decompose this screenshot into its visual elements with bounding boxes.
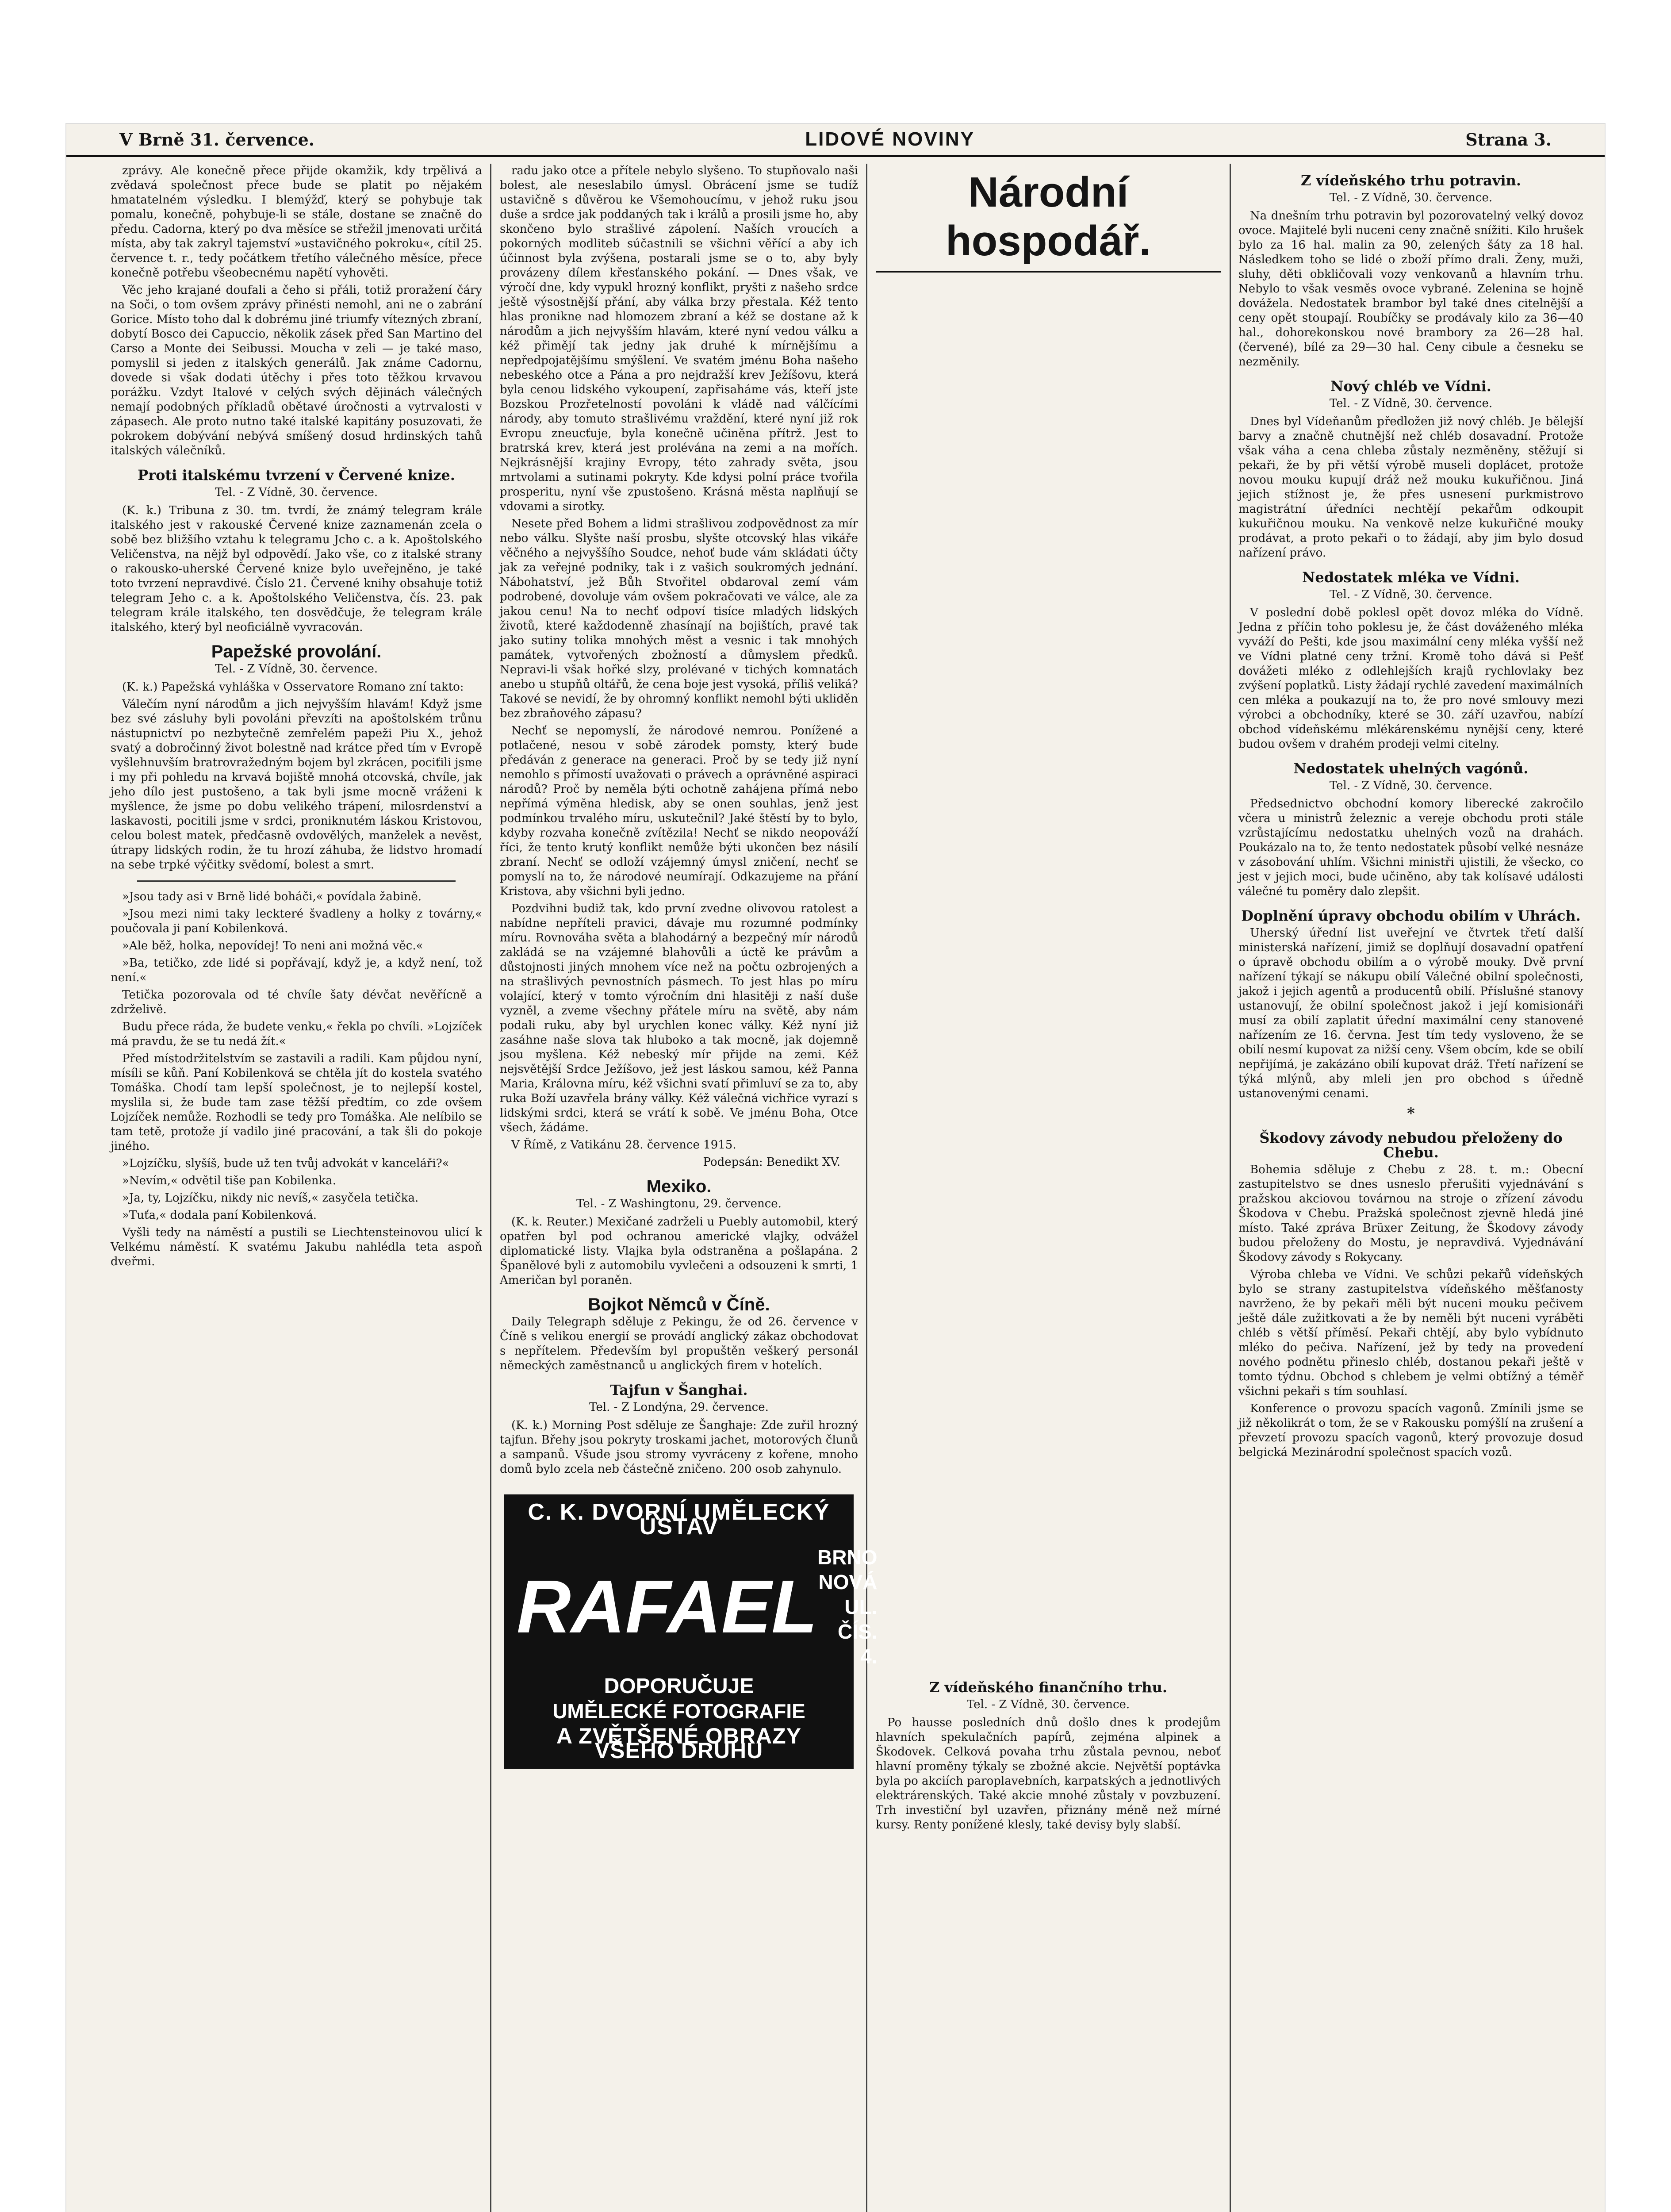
article-paragraph: Nechť se nepomyslí, že národové nemrou. Ponížené a potlačené, nesou v sobě zárodek pomsty, který bude předáván z generace na generaci. Proč by se tedy již nyní nemohlo s přímostí uvažovati o právech a oprávněné aspiraci národů? Proč by neměla býti ochotně zahájena přímá nebo nepřímá výměna hledisk, aby se onen souhlas, jenž jest podmínkou trvalého míru, uskutečnil? Jaké štěstí by to bylo, kdyby rozvaha konečně zvítězila! Nechť se nikdo neopováží říci, že tento krutý konflikt nemůže býti ukončen bez násilí zbraní. Nechť se odloží vzájemný úmysl zničení, nechť se pomyslí na to, že národové neumírají. Odkazujeme na přání Kristova, aby všichni byli jedno. (500, 724, 858, 898)
feuilleton-paragraph: »Ja, ty, Lojzíčku, nikdy nic nevíš,« zasyčela tetička. (122, 1191, 419, 1205)
article-paragraph: Výroba chleba ve Vídni. Ve schůzi pekařů vídeňských bylo se strany zastupitelstva vídeňského měšťanosty navrženo, že by pekaři měli být nuceni mouku pečivem ještě dále zužitkovati a že by neměli být nuceni vyráběti chléb s větší příměsí. Pekaři chtějí, aby bylo vybídnuto mléko do pečiva. Nařízení, jež by tedy na provedení nového podnětu přineslo chléb, dostanou pekaři ještě v tomto týdnu. Obchod s chlebem je velmi obtížný a téměř všichni pekaři s tím souhlasí. (1238, 1268, 1583, 1398)
article-paragraph: Po hausse posledních dnů došlo dnes k prodejům hlavních spekulačních papírů, zejména alpinek a Škodovek. Celková povaha trhu zůstala pevnou, neboť hlavní proměny týkaly se zbožné akcie. Největší poptávka byla po akciích paroplavebních, karpatských a jednotlivých elektrárenských. Také akcie mnohé zůstaly v povzbuzení. Trh investiční byl uzavřen, přiznány méně než mírné kursy. Renty ponížené klesly, také devisy byly slabší. (876, 1716, 1221, 1832)
article-paragraph: Uherský úřední list uveřejní ve čtvrtek třetí další ministerská nařízení, jimiž se doplňují dosavadní opatření o úpravě obchodu obilím a o výrobě mouky. Dvě první nařízení týkají se nákupu obilí Válečné obilní společnosti, jakož i jejich agentů a producentů obilí. Příslušné stanovy ustanovují, že obilní společnost jakož i její komisionáři musí za obilí zaplatit úřední maximální ceny stanovené nařízením ze 16. června. Jest tím tedy vysloveno, že se obilí nesmí kupovat za nižší ceny. Všem obcím, kde se obilí nepřijímá, je zakázáno obilí kupovat dráž. Třetí nařízení se týká mlýnů, aby mleli jen pro obchod s úředně ustanovenými cenami. (1238, 926, 1583, 1100)
feuilleton-paragraph: Budu přece ráda, že budete venku,« řekla po chvíli. »Lojzíček má pravdu, že se tu nedá žít.« (111, 1020, 482, 1048)
article-paragraph: zprávy. Ale konečně přece přijde okamžik, kdy trpělivá a zvědavá společnost přece bude se platit po nějakém hmatatelném výsledku. I blemýžď, který se pohybuje tak pomalu, konečně, pohybuje-li se stále, dostane se značně do předu. Cadorna, který po dva měsíce se střežil jmenovati určitá místa, aby tak zakryl tajemství »ustavičného pokroku«, cítil 25. července t. r., tedy počátkem třetího válečného měsíce, přece konečně potřebu všeobecnému napětí vyhověti. (111, 164, 482, 280)
article-heading: Z vídeňského trhu potravin. (1300, 172, 1522, 189)
dateline: Tel. - Z Vídně, 30. července. (966, 1698, 1130, 1711)
column-3 (876, 164, 1221, 2212)
article-paragraph: Dnes byl Vídeňanům předložen již nový chléb. Je bělejší barvy a značně chutnější než chléb dosavadní. Protože však váha a cena chleba zůstaly nezměněny, stěžují si pekaři, že by při větší výrobě museli doplácet, protože novou mouku kupují dráž než mouku kukuřičnou. Jiná jejich stížnost je, že přes usnesení purkmistrovo magistrátní úředníci nechtějí pekařům odkoupit kukuřičnou mouku. Na venkově nelze kukuřičné mouky prodávat, a proto pekaři o to žádají, aby jim bylo dosud nařízení právo. (1238, 415, 1583, 560)
feuilleton-paragraph: »Ale běž, holka, nepovídej! To neni ani možná věc.« (122, 939, 423, 952)
blank-area (876, 281, 1221, 1671)
article-paragraph: V poslední době poklesl opět dovoz mléka do Vídně. Jedna z příčin toho poklesu je, že část dováženého mléka vyváží do Pešti, kde jsou maximální ceny mléka vyšší než ve Vídni platné ceny tržní. Kromě toho dává si Pešť dovážeti mléko z odlehlejších krajů rychlovlaky bez zvýšení poplatků. Listy žádají rychlé zavedení maximálních cen mléka a poukazují na to, že pro nové smlouvy mezi výrobci a obchodníky, které se 30. září uzavřou, nabízí obchod vídeňskému mlékárenskému nynější ceny, které budou ovšem v drahém prodeji velmi citelny. (1238, 606, 1583, 751)
feuilleton-paragraph: Vyšli tedy na náměstí a pustili se Liechtensteinovou ulicí k Velkému náměstí. K svatému Jakubu nahlédla teta aspoň dveřmi. (111, 1226, 482, 1268)
ad-middle (517, 1545, 878, 1669)
article-paragraph: Konference o provozu spacích vagonů. Zmínili jsme se již několikrát o tom, že se v Rakousku pomýšlí na zrušení a převzetí provozu spacích vagonů, který provozuje dosud belgická Mezinárodní společnost spacích vozů. (1238, 1402, 1583, 1459)
ad-line: UMĚLECKÉ FOTOGRAFIE (552, 1699, 805, 1723)
article-heading: Nový chléb ve Vídni. (1330, 378, 1491, 395)
ad-line: DOPORUČUJE (604, 1674, 754, 1698)
section-divider (137, 880, 456, 882)
article-paragraph: (K. k.) Tribuna z 30. tm. tvrdí, že známý telegram krále italského jest v rakouské Červené knize zaznamenán zcela o sobě bez bližšího vztahu k telegramu Jcho c. a k. Apoštolského Veličenstva, na nějž byl odpovědí. Jako vše, co z italské strany o rakousko-uherské Červené knize bylo uveřejněno, je také toto tvrzení nepravdivé. Číslo 21. Červené knihy obsahuje totiž telegram Jeho c. a k. Apoštolského Veličenstva, čís. 23. pak telegram krále italského, ten dosvědčuje, že telegram krále italského, který byl neoficiálně vyvracován. (111, 504, 482, 634)
article-heading: Mexiko. (646, 1177, 712, 1196)
section-title: Národní hospodář. (876, 168, 1221, 273)
issue-date: V Brně 31. července. (119, 129, 314, 150)
article-paragraph: Nesete před Bohem a lidmi strašlivou zodpovědnost za mír nebo válku. Slyšte naší prosbu, slyšte otcovský hlas vikáře věčného a nejvyššího Soudce, nehoť bude vám skládati účty jak za veřejné podniky, tak i z vašich soukromých jednání. Nábohatství, jež Bůh Stvořitel obdaroval zemí vám podrobené, dovoluje vám ovšem pokračovati ve válce, ale za jakou cenu! Na to nechť odpoví tisíce mladých lidských životů, které každodenně zhasínají na bojištích, pravé tak jako sutiny tolika mnohých měst a vesnic i tak mnohých památek, vytvořených zbožností a důmyslem předků. Nepravi-li však hořké slzy, prolévané v tichých komnatách anebo u stupňů oltářů, že cena boje jest vysoká, příliš veliká? Takové se nevidí, že by ohromný konflikt nemohl býti ukliděn bez zbraňového zápasu? (500, 517, 858, 720)
article-paragraph: (K. k.) Papežská vyhláška v Osservatore Romano zní takto: (122, 680, 464, 694)
column-4 (1238, 164, 1583, 2212)
column-rule (1230, 164, 1231, 2212)
column-rule (866, 164, 867, 2212)
feuilleton-paragraph: »Jsou mezi nimi taky leckteré švadleny a holky z továrny,« poučovala ji paní Kobilenková. (111, 907, 482, 935)
dateline: Tel. - Z Vídně, 30. července. (215, 486, 378, 499)
dateline: Tel. - Z Vídně, 30. července. (1329, 588, 1493, 601)
article-paragraph: radu jako otce a přítele nebylo slyšeno. To stupňovalo naši bolest, ale neseslabilo úmysl. Obrácení jsme se tudíž ustavičně s důvěrou ke Všemohoucímu, v jehož ruku jsou duše a srdce jak poddaných tak i králů a prosili jsme ho, aby skončeno bylo strašlivé zápolení. Naších vroucích a pokorných modliteb súčastnili se všichni věřící a aby ich účinnost byla zvýšena, postarali jsme se o to, aby byly provázeny dílem křesťanského pokání. — Dnes však, ve výročí dne, kdy vypukl hrozný konflikt, pryšti z našeho srdce ještě výsostnější přání, aby válka brzy přestala. Kéž tento hlas pronikne nad hlomozem zbraní a kéž se dostane až k národům a jich nejvyšším hlavám, které nyní vedou válku a kéž přimějí tak jedny jak druhé k mírnějšímu a nepředpojatějšímu smýšlení. Ve svatém jménu Boha našeho nebeského otce a Pána a pro nejdražší krev Ježíšovu, která byla cenou lidského vykoupení, zapřisaháme vás, kteří jste Bozskou Prozřetelností povoláni k vládě nad válčícími národy, aby tomuto strašlivému vraždění, které nyní již rok Evropu zneucťuje, byla konečně učiněna přítrž. Jest to bratrská krev, která jest prolévána na zemi a na mořích. Nejkrásnější krajiny Evropy, této zahrady světa, jsou mrtvolami a sutinami pokryty. Kde kdysi polní práce tvořila prosperitu, nyní vše zpustošeno. Krásná města naplňují se vdovami a sirotky. (500, 164, 858, 513)
article-heading: Nedostatek mléka ve Vídni. (1302, 569, 1520, 586)
photo-studio-advertisement (504, 1494, 878, 1769)
newspaper-title: LIDOVÉ NOVINY (805, 128, 975, 150)
feuilleton-paragraph: »Jsou tady asi v Brně lidé boháči,« povídala žabině. (122, 890, 422, 903)
article-paragraph: Věc jeho krajané doufali a čeho si přáli, totiž proražení čáry na Soči, o tom ovšem zprávy přinésti nemohl, ani ne o zabrání Gorice. Místo toho dal k dobrému jiné triumfy vítezných zbraní, dobytí Bosco dei Capuccio, několik zásek před San Martino del Carso a Monte dei Seibussi. Moucha v zeli — je také maso, pomyslil si jeden z italských generálů. Jak známe Cadornu, dovede si však dodati útěchy i přes toto těžkou krvavou porážku. Vzdyt Italové v celých svých dějinách válečných nemají podobných příkladů obětavé úročnosti a vytrvalosti v zápasech. Ale proto nutno také italské kapitány posuzovati, že pokrokem dobývání nebývá smíšený dosud hrdinských tahů italských válečníků. (111, 284, 482, 457)
article-paragraph: Daily Telegraph sděluje z Pekingu, že od 26. července v Číně s velikou energií se provádí anglický zákaz obchodovat s nepřítelem. Především byl propuštěn veškerý personál německých zaměstnanců u anglických firem v hotelích. (500, 1315, 858, 1372)
ad-brand-name: RAFAEL (517, 1564, 817, 1649)
dateline: Tel. - Z Washingtonu, 29. července. (576, 1197, 782, 1210)
separator-star: * (1407, 1105, 1415, 1122)
article-heading: Proti italskému tvrzení v Červené knize. (138, 467, 455, 484)
page-number: Strana 3. (1465, 129, 1552, 150)
article-heading: Nedostatek uhelných vagónů. (1293, 760, 1529, 777)
feuilleton-paragraph: »Tuťa,« dodala paní Kobilenková. (122, 1209, 317, 1222)
article-paragraph: Válečím nyní národům a jich nejvyšším hlavám! Když jsme bez své zásluhy byli povoláni převzíti na apoštolském trůnu nástupnictví po nezbytečně zemřelém papeži Piu X., jehož svatý a dobročinný život bolestně nad krátce před tím v Evropě vyšlehnuvším bratrovražedným bojem byl zkrácen, pociťili jsme i my při pohledu na krvavá bojiště mnohá otcovská, chvíle, jak jeho dílo jest pustošeno, a tak byli jsme mocně vráženi k myšlence, že jsme po dobu velikého trápení, milosrdenství a laskavosti, pocitili jsme v srdci, proniknutém láskou Kristovou, celou bolest matek, předčasně ovdovělých, manželek a nevěst, útrapy lidských rodin, že tu hrozí záhuba, že lidstvo hromadí na sebe trpké výčitky svědomí, bolest a smrt. (111, 698, 482, 872)
newspaper-page (66, 124, 1605, 2212)
dateline: Tel. - Z Vídně, 30. července. (215, 662, 378, 676)
feuilleton-paragraph: »Ba, tetičko, zde lidé si popřávají, když je, a když není, tož není.« (111, 956, 482, 984)
dateline: Tel. - Z Londýna, 29. července. (589, 1401, 769, 1414)
article-paragraph: Na dnešním trhu potravin byl pozorovatelný velký dovoz ovoce. Majitelé byli nuceni ceny značně snížiti. Kilo hrušek bylo za 16 hal. malin za 90, zelených šáty za 18 hal. Následkem toho se lidé o zboží přímo drali. Ženy, muži, sluhy, děti obkličovali vozy venkovanů a hlavním trhu. Nebylo to však vesměs ovoce vybrané. Zelenina se hojně dovážela. Nedostatek brambor byl také dnes citelnější a ceny opět stoupají. Roubíčky se prodávaly kilo za 36—40 hal., dohorekonskou nové brambory za 26—28 hal. (červené), bílé za 29—30 hal. Ceny cibule a česneku se nezměnily. (1238, 209, 1583, 369)
dateline: Tel. - Z Vídně, 30. července. (1329, 779, 1493, 792)
feuilleton-paragraph: »Nevím,« odvětil tiše pan Kobilenka. (122, 1174, 337, 1187)
masthead (66, 124, 1605, 157)
column-1 (111, 164, 482, 2212)
article-heading: Doplnění úpravy obchodu obilím v Uhrách. (1241, 907, 1581, 924)
column-rule (490, 164, 491, 2212)
article-heading: Škodovy závody nebudou přeloženy do Chebu. (1259, 1129, 1563, 1161)
article-paragraph: Předsednictvo obchodní komory liberecké zakročilo včera u ministrů železnic a vereje obchodu proti stále vzrůstajícímu nedostatku uhelných vozů na drahách. Poukázalo na to, že tento nedostatek působí velké nesnáze v zásobování uhlím. Všichni ministři ujistili, že všecko, co jest v jejich moci, bude učiněno, aby tak kolísavé události válečné tu poměry dalo zlepšit. (1238, 797, 1583, 898)
article-heading: Bojkot Němců v Číně. (588, 1295, 770, 1314)
column-2 (500, 164, 878, 2212)
article-paragraph: Pozdvihni budiž tak, kdo první zvedne olivovou ratolest a nabídne nepříteli pravici, dávaje mu rozumné podmínky míru. Rovnováha světa a blahodárný a bezpečný mír národů zakládá se na vzájemné blahovůli a úctě ke právům a důstojnosti jiných mnohem více než na počtu ozbrojených a na strašlivých pevnostních pásmech. To jest hlas po míru volající, který v tomto výročním dni hlasitěji z naší duše vyzněl, a zveme všechny přátele míru na světě, aby nám podali ruku, aby byl urychlen konec války. Kéž nyní již zasáhne naše slova tak hluboko a tak mocně, jak dojemně jsou myšlena. Kéž nebeský mír přijde na zemi. Kéž nejsvětější Srdce Ježíšovo, jež jest láskou samou, kéž Panna Maria, Královna míru, kéž všichni svatí přimluví se za to, aby ruka Boží uzavřela brány války. Kéž válečná vichřice vyrazí s lidskými srdci, která se vrátí k sobě. Ve jménu Boha, Otce všech, žádáme. (500, 902, 858, 1134)
feuilleton-paragraph: Před místodržitelstvím se zastavili a radili. Kam půjdou nyní, mísíli se kůň. Paní Kobilenková se chtěla jít do kostela svatého Tomáška. Chodí tam lepší společnost, je to nejlepší kostel, myslila si, že bude tam zase těžší předtím, co zde ovšem Lojzíček nemůže. Rozhodli se tedy pro Tomáška. Ale nelíbilo se tam tetě, protože jí vadilo jiné pracování, a tak šli do pokoje jiného. (111, 1052, 482, 1153)
article-heading: Tajfun v Šanghai. (610, 1382, 748, 1398)
dateline: Tel. - Z Vídně, 30. července. (1329, 397, 1493, 410)
feuilleton-paragraph: Tetička pozorovala od té chvíle šaty dévčat nevěřícně a zdrželivě. (111, 988, 482, 1016)
dateline: Tel. - Z Vídně, 30. července. (1329, 191, 1493, 204)
article-paragraph: V Římě, z Vatikánu 28. července 1915. (511, 1138, 736, 1152)
article-heading: Papežské provolání. (211, 642, 382, 661)
ad-line: C. K. DVORNÍ UMĚLECKÝ ÚSTAV (528, 1499, 830, 1540)
ad-address: BRNO NOVÁ UL. ČÍS. 4. (817, 1545, 878, 1668)
signature-line: Podepsán: Benedikt XV. (703, 1156, 840, 1169)
feuilleton-paragraph: »Lojzíčku, slyšíš, bude už ten tvůj advokát v kanceláři?« (122, 1157, 449, 1170)
article-paragraph: Bohemia sděluje z Chebu z 28. t. m.: Obecní zastupitelstvo se dnes usneslo přerušiti vyjednávání s pražskou akciovou továrnou na stroje o zřízení závodu Škodova v Chebu. Pražská společnost zjevně hledá jiné místo. Také zpráva Brüxer Zeitung, že Škodovy závody budou přeloženy do Mostu, je nepravdivá. Vyjednávání Škodovy závody s Rokycany. (1238, 1163, 1583, 1264)
ad-line: A ZVĚTŠENÉ OBRAZY VŠEHO DRUHU (556, 1724, 802, 1763)
article-paragraph: (K. k. Reuter.) Mexičané zadrželi u Puebly automobil, který opatřen byl pod ochranou americké vlajky, odvážel diplomatické listy. Vlajka byla odstraněna a pošlapána. 2 Španělové byli z automobilu vyvlečeni a odsouzeni k smrti, 1 Američan byl poraněn. (500, 1215, 858, 1287)
article-heading: Z vídeňského finančního trhu. (929, 1679, 1168, 1696)
article-paragraph: (K. k.) Morning Post sděluje ze Šanghaje: Zde zuřil hrozný tajfun. Břehy jsou pokryty troskami jachet, motorových člunů a sampanů. Všude jsou stromy vyvráceny z kořene, mnoho domů bylo zcela neb částečně zničeno. 200 osob zahynulo. (500, 1419, 858, 1476)
